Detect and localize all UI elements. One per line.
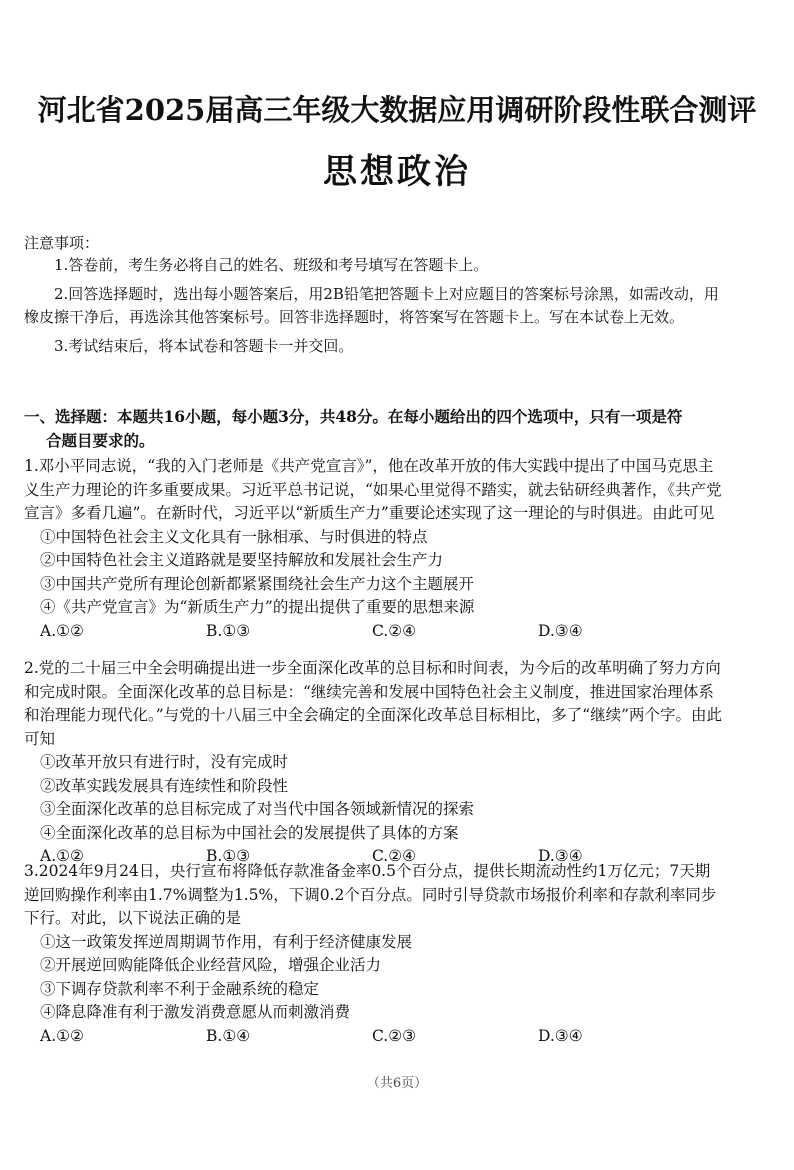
- answer-choices: [24, 1025, 724, 1049]
- notes-item: 3.考试结束后，将本试卷和答题卡一并交回。: [54, 337, 354, 355]
- notes-item: 2.回答选择题时，选出每小题答案后，用2B铅笔把答题卡上对应题目的答案标号涂黑，如需改动，用橡皮擦干净后，再选涂其他答案标号。回答非选择题时，将答案写在答题卡上。写在本试卷上无效。: [24, 285, 719, 326]
- question-option: ①改革开放只有进行时，没有完成时: [40, 753, 289, 771]
- answer-choice: C.②③: [372, 1026, 417, 1045]
- question-option: ③下调存贷款利率不利于金融系统的稳定: [40, 979, 320, 998]
- question-2: [24, 657, 724, 869]
- question-option: ④《共产党宣言》为“新质生产力”的提出提供了重要的思想来源: [40, 598, 475, 616]
- question-option: ②改革实践发展具有连续性和阶段性: [40, 776, 289, 795]
- question-1: [24, 455, 724, 643]
- question-option: ③中国共产党所有理论创新都紧紧围绕社会生产力这个主题展开: [40, 574, 475, 593]
- answer-choice: B.①③: [206, 621, 251, 640]
- section-heading: [24, 405, 724, 453]
- question-option: ④降息降准有利于激发消费意愿从而刺激消费: [40, 1003, 351, 1021]
- question-option: ②中国特色社会主义道路就是要坚持解放和发展社会生产力: [40, 551, 444, 569]
- question-stem: 3.2024年9月24日，央行宣布将降低存款准备金率0.5个百分点，提供长期流动性约1万亿元；7天期逆回购操作利率由1.7%调整为1.5%，下调0.2个百分点。同时引导贷款市场报价利率和存款利率同步下行。对此，以下说法正确的是: [24, 862, 717, 927]
- question-option: ②开展逆回购能降低企业经营风险，增强企业活力: [40, 956, 382, 974]
- answer-choice: A.①②: [40, 621, 84, 640]
- question-stem: 2.党的二十届三中全会明确提出进一步全面深化改革的总目标和时间表，为今后的改革明确了努力方向和完成时限。全面深化改革的总目标是：“继续完善和发展中国特色社会主义制度，推进国家治理体系和治理能力现代化。”与党的十八届三中全会确定的全面深化改革总目标相比，多了“继续”两个字。由此可知: [24, 659, 723, 748]
- answer-choice: D.③④: [538, 847, 583, 865]
- notes-item: 1.答卷前，考生务必将自己的姓名、班级和考号填写在答题卡上。: [54, 256, 489, 274]
- answer-choice: D.③④: [538, 1026, 583, 1045]
- answer-choice: B.①③: [206, 847, 251, 865]
- question-3: [24, 860, 724, 1048]
- answer-choice: B.①④: [206, 1026, 251, 1045]
- page-footer: （共6页）: [366, 1076, 428, 1091]
- question-option: ④全面深化改革的总目标为中国社会的发展提供了具体的方案: [40, 823, 459, 842]
- question-option: ①这一政策发挥逆周期调节作用，有利于经济健康发展: [40, 932, 413, 951]
- question-option: ③全面深化改革的总目标完成了对当代中国各领域新情况的探索: [40, 800, 475, 818]
- section-heading-line: 合题目要求的。: [46, 431, 155, 450]
- answer-choice: C.②④: [372, 621, 417, 640]
- answer-choice: A.①②: [40, 847, 84, 865]
- section-heading-line: 一、选择题：本题共16小题，每小题3分，共48分。在每小题给出的四个选项中，只有一项是符: [24, 407, 683, 426]
- subject-title: 思想政治: [323, 152, 471, 192]
- answer-choice: D.③④: [538, 621, 583, 640]
- answer-choice: A.①②: [40, 1026, 84, 1045]
- answer-choice: C.②④: [372, 847, 417, 865]
- notes-list: [24, 254, 724, 364]
- answer-choices: [24, 620, 724, 644]
- exam-title: 河北省2025届高三年级大数据应用调研阶段性联合测评: [37, 93, 757, 127]
- question-stem: 1.邓小平同志说，“我的入门老师是《共产党宣言》”，他在改革开放的伟大实践中提出了中国马克思主义生产力理论的许多重要成果。习近平总书记说，“如果心里觉得不踏实，就去钻研经典著作，《共产党宣言》多看几遍”。在新时代，习近平以“新质生产力”重要论述实现了这一理论的与时俱进。由此可见: [24, 457, 722, 522]
- question-option: ①中国特色社会主义文化具有一脉相承、与时俱进的特点: [40, 527, 428, 546]
- notes-heading: 注意事项：: [24, 234, 100, 252]
